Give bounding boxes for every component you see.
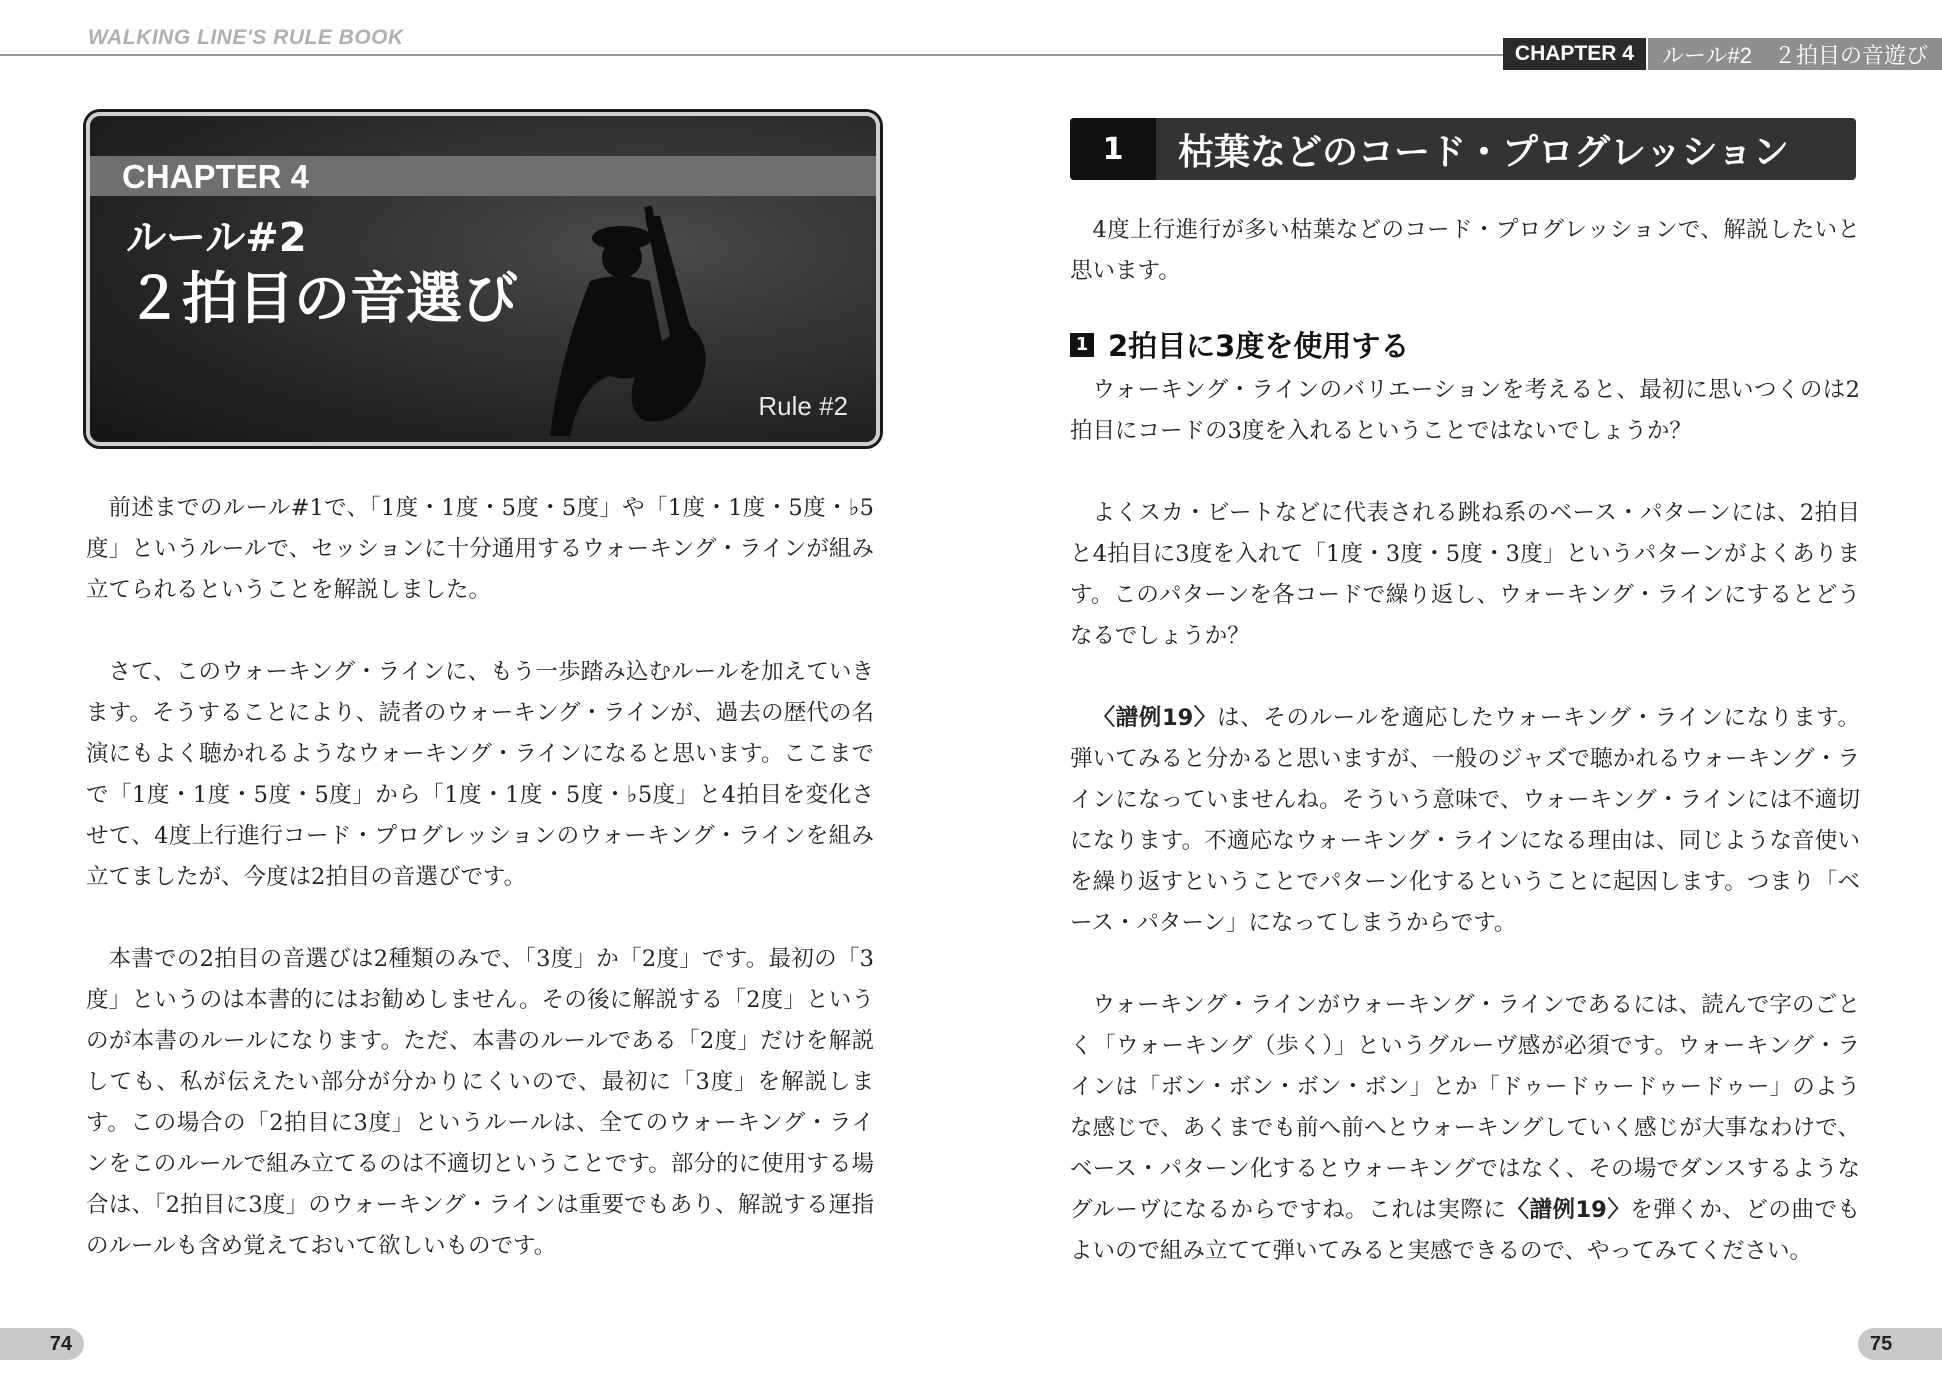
right-paragraph: よくスカ・ビートなどに代表される跳ね系のベース・パターンには、2拍目と4拍目に3度を入れて「1度・3度・5度・3度」というパターンがよくあります。このパターンを各コードで繰り返し、ウォーキング・ラインにするとどうなるでしょうか？ — [1070, 500, 1860, 649]
book-title: WALKING LINE'S RULE BOOK — [88, 26, 404, 49]
subsection-heading — [1070, 324, 1409, 365]
section-heading — [1070, 118, 1856, 180]
chapter-banner — [86, 112, 880, 446]
right-paragraph-text: は、そのルールを適応したウォーキング・ラインになります。弾いてみると分かると思いますが、一般のジャズで聴かれるウォーキング・ラインになっていませんね。そういう意味で、ウォーキング・ラインには不適切になります。不適応なウォーキング・ラインになる理由は、同じような音使いを繰り返すということでパターン化するということに起因します。つまり「ベース・パターン」になってしまうからです。 — [1070, 705, 1860, 936]
page-number-right: 75 — [1858, 1328, 1942, 1360]
banner-rule-title: ルール#2 — [126, 215, 307, 261]
right-paragraph-example — [1070, 698, 1860, 944]
left-body — [86, 488, 874, 1308]
left-paragraph: 前述までのルール#1で、「1度・1度・5度・5度」や「1度・1度・5度・♭5度」というルールで、セッションに十分通用するウォーキング・ラインが組み立てられるということを解説しました。 — [86, 495, 874, 603]
section-number: 1 — [1070, 118, 1156, 180]
banner-rule-subtitle: ２拍目の音選び — [126, 267, 518, 332]
chapter-header-title: ルール#2 ２拍目の音遊び — [1646, 38, 1942, 70]
right-paragraph: ウォーキング・ラインのバリエーションを考えると、最初に思いつくのは2拍目にコードの3度を入れるということではないでしょうか？ — [1070, 377, 1860, 444]
page-number-left: 74 — [0, 1328, 84, 1360]
example-reference: 〈譜例19〉 — [1506, 1197, 1631, 1223]
bassist-silhouette-icon — [550, 186, 770, 436]
banner-chapter-label: CHAPTER 4 — [122, 158, 310, 195]
right-paragraph-walking — [1070, 985, 1860, 1272]
right-paragraph-text: ウォーキング・ラインがウォーキング・ラインであるには、読んで字のごとく「ウォーキング（歩く）」というグルーヴ感が必須です。ウォーキング・ラインは「ボン・ボン・ボン・ボン」とか「ドゥードゥードゥードゥー」のような感じで、あくまでも前へ前へとウォーキングしていく感じが大事なわけで、ベース・パターン化するとウォーキングではなく、その場でダンスするようなグルーヴになるからですね。これは実際に — [1070, 992, 1860, 1223]
left-paragraph: 本書での2拍目の音選びは2種類のみで、「3度」か「2度」です。最初の「3度」というのは本書的にはお勧めしません。その後に解説する「2度」というのが本書のルールになります。ただ、本書のルールである「2度」だけを解説しても、私が伝えたい部分が分かりにくいので、最初に「3度」を解説します。この場合の「2拍目に3度」というルールは、全てのウォーキング・ラインをこのルールで組み立てるのは不適切ということです。部分的に使用する場合は、「2拍目に3度」のウォーキング・ラインは重要でもあり、解説する運指のルールも含め覚えておいて欲しいものです。 — [86, 946, 874, 1259]
section-intro-block — [1070, 210, 1860, 292]
chapter-header — [1503, 38, 1942, 70]
right-paragraph-text: を弾くか、どの曲でもよいので組み立てて弾いてみると実感できるので、やってみてください。 — [1070, 1197, 1860, 1264]
left-paragraph: さて、このウォーキング・ラインに、もう一歩踏み込むルールを加えていきます。そうすることにより、読者のウォーキング・ラインが、過去の歴代の名演にもよく聴かれるようなウォーキング・ラインになると思います。ここまでで「1度・1度・5度・5度」から「1度・1度・5度・♭5度」と4拍目を変化させて、4度上行進行コード・プログレッションのウォーキング・ラインを組み立てましたが、今度は2拍目の音選びです。 — [86, 659, 874, 890]
section-title: 枯葉などのコード・プログレッション — [1178, 131, 1789, 173]
example-reference: 〈譜例19〉 — [1092, 705, 1218, 731]
chapter-tag: CHAPTER 4 — [1503, 38, 1646, 70]
banner-rule-tag: Rule #2 — [758, 391, 848, 421]
right-body — [1070, 370, 1860, 1272]
section-intro: 4度上行進行が多い枯葉などのコード・プログレッションで、解説したいと思います。 — [1070, 217, 1860, 284]
subsection-title: 2拍目に3度を使用する — [1108, 329, 1410, 363]
subsection-number: 1 — [1070, 333, 1094, 357]
